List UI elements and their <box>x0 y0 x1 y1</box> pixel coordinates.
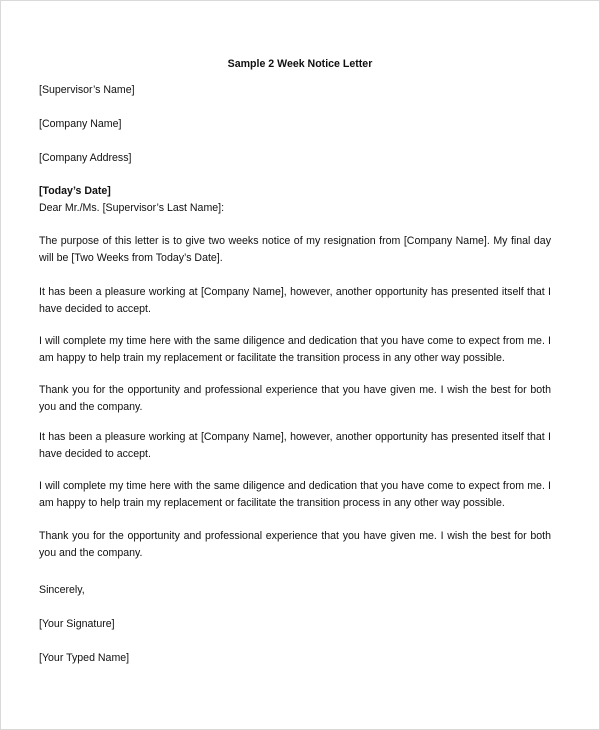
paragraph-completion-repeat: I will complete my time here with the same diligence and dedication that you have come to expect from me. I am happy to help train my replacement or facilitate the transition process in any other way possible. <box>39 480 551 509</box>
paragraph-thanks: Thank you for the opportunity and professional experience that you have given me. I wish the best for both you and the company. <box>39 384 551 413</box>
paragraph-intro: The purpose of this letter is to give two weeks notice of my resignation from [Company Name]. My final day will be [Two Weeks from Today’s Date]. <box>39 235 551 264</box>
closing: Sincerely, <box>39 584 85 596</box>
paragraph-thanks-repeat: Thank you for the opportunity and professional experience that you have given me. I wish the best for both you and the company. <box>39 530 551 559</box>
paragraph-completion: I will complete my time here with the same diligence and dedication that you have come to expect from me. I am happy to help train my replacement or facilitate the transition process in any other way possible. <box>39 335 551 364</box>
company-name-placeholder: [Company Name] <box>39 118 122 130</box>
signature-placeholder: [Your Signature] <box>39 618 115 630</box>
supervisor-name-placeholder: [Supervisor’s Name] <box>39 84 135 96</box>
typed-name-placeholder: [Your Typed Name] <box>39 652 130 664</box>
company-address-placeholder: [Company Address] <box>39 152 132 164</box>
todays-date-placeholder: [Today’s Date] <box>39 185 111 197</box>
document-title: Sample 2 Week Notice Letter <box>227 58 373 70</box>
paragraph-pleasure-repeat: It has been a pleasure working at [Company Name], however, another opportunity has presented itself that I have decided to accept. <box>39 431 551 460</box>
paragraph-pleasure: It has been a pleasure working at [Company Name], however, another opportunity has presented itself that I have decided to accept. <box>39 286 551 315</box>
salutation: Dear Mr./Ms. [Supervisor’s Last Name]: <box>39 202 225 214</box>
